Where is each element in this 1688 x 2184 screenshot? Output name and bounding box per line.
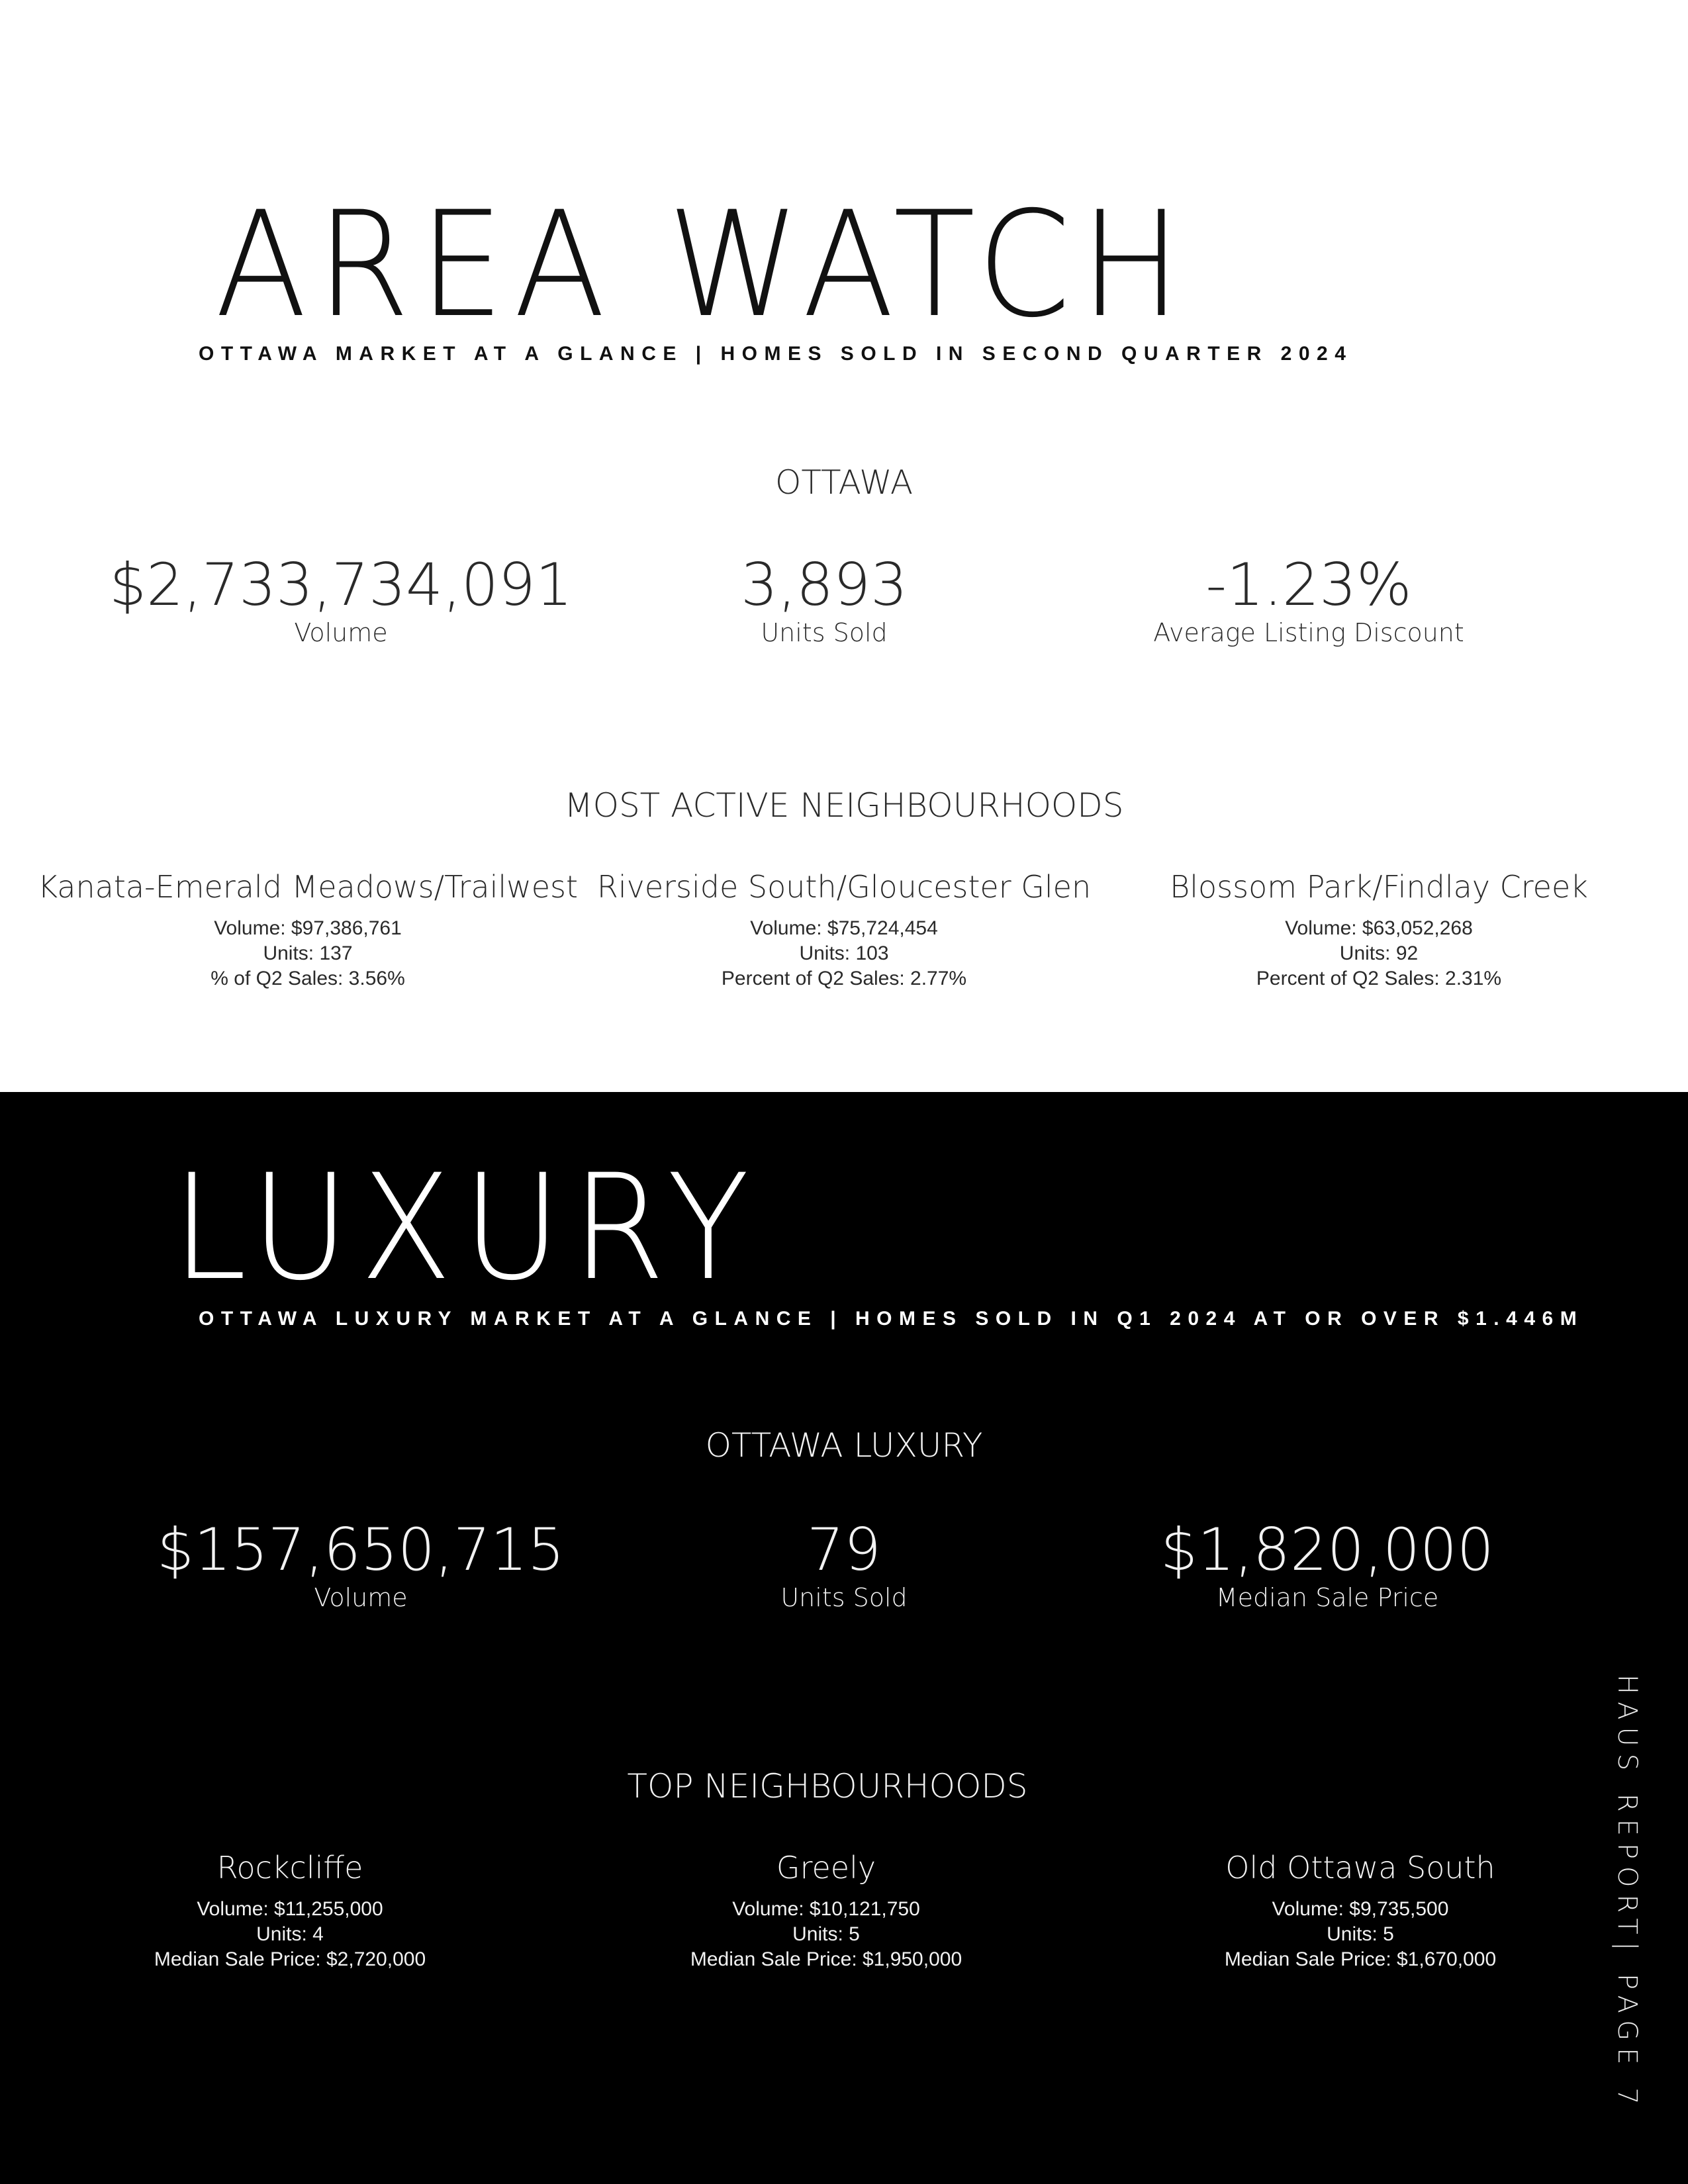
ottawa-luxury-region-heading: OTTAWA LUXURY (705, 1426, 983, 1465)
neighbourhood-volume: Volume: $97,386,761 (214, 917, 402, 939)
stat-value: $1,820,000 (1160, 1516, 1494, 1584)
ottawa-units-stat (559, 551, 1089, 647)
neighbourhood-units: Units: 92 (1339, 942, 1419, 964)
neighbourhood-name: Rockcliffe (216, 1850, 363, 1886)
top-neighbourhoods-heading: TOP NEIGHBOURHOODS (627, 1767, 1028, 1805)
neighbourhood-name: Old Ottawa South (1225, 1850, 1495, 1886)
neighbourhood-volume: Volume: $63,052,268 (1285, 917, 1473, 939)
page-footer-label: HAUS REPORT| PAGE 7 (1612, 1674, 1642, 2112)
stat-value: $2,733,734,091 (109, 551, 573, 619)
luxury-subtitle: OTTAWA LUXURY MARKET AT A GLANCE | HOMES SOLD IN Q1 2024 AT OR OVER $1.446M (199, 1308, 1584, 1330)
luxury-volume-stat (96, 1516, 626, 1612)
stat-value: 3,893 (741, 551, 908, 619)
most-active-neighbourhoods-heading: MOST ACTIVE NEIGHBOURHOODS (564, 786, 1124, 825)
neighbourhood-card (563, 870, 1125, 991)
ottawa-volume-stat (76, 551, 606, 647)
neighbourhood-name: Riverside South/Gloucester Glen (596, 869, 1092, 905)
stat-label: Units Sold (761, 618, 888, 647)
neighbourhood-card (545, 1851, 1107, 1972)
neighbourhood-volume: Volume: $10,121,750 (732, 1897, 920, 1920)
stat-label: Median Sale Price (1215, 1583, 1439, 1612)
neighbourhood-units: Units: 5 (1327, 1923, 1394, 1945)
neighbourhood-card (9, 1851, 571, 1972)
luxury-units-stat (579, 1516, 1109, 1612)
neighbourhood-share: Percent of Q2 Sales: 2.31% (1256, 967, 1502, 989)
neighbourhood-name: Greely (776, 1850, 876, 1886)
neighbourhood-volume: Volume: $75,724,454 (750, 917, 938, 939)
ottawa-discount-stat (1044, 551, 1573, 647)
neighbourhood-name: Blossom Park/Findlay Creek (1170, 869, 1588, 905)
neighbourhood-units: Units: 5 (792, 1923, 860, 1945)
neighbourhood-card (1079, 1851, 1642, 1972)
neighbourhood-median-price: Median Sale Price: $1,670,000 (1224, 1948, 1497, 1970)
stat-value: $157,650,715 (157, 1516, 565, 1584)
stat-label: Average Listing Discount (1153, 618, 1464, 647)
area-watch-title: AREA WATCH (215, 180, 1192, 349)
stat-label: Volume (314, 1583, 408, 1612)
neighbourhood-median-price: Median Sale Price: $2,720,000 (154, 1948, 426, 1970)
stat-value: 79 (807, 1516, 881, 1584)
stat-value: -1.23% (1205, 551, 1412, 619)
ottawa-region-heading: OTTAWA (774, 463, 914, 502)
stat-label: Volume (294, 618, 388, 647)
luxury-title: LUXURY (172, 1143, 761, 1312)
neighbourhood-volume: Volume: $9,735,500 (1272, 1897, 1449, 1920)
luxury-median-price-stat (1062, 1516, 1592, 1612)
neighbourhood-card (26, 870, 589, 991)
area-watch-subtitle: OTTAWA MARKET AT A GLANCE | HOMES SOLD IN SECOND QUARTER 2024 (199, 343, 1353, 365)
neighbourhood-card (1098, 870, 1660, 991)
neighbourhood-units: Units: 4 (256, 1923, 324, 1945)
neighbourhood-units: Units: 137 (263, 942, 353, 964)
neighbourhood-name: Kanata-Emerald Meadows/Trailwest (37, 869, 579, 905)
neighbourhood-volume: Volume: $11,255,000 (197, 1897, 383, 1920)
neighbourhood-share: % of Q2 Sales: 3.56% (211, 967, 405, 989)
neighbourhood-share: Percent of Q2 Sales: 2.77% (721, 967, 967, 989)
neighbourhood-median-price: Median Sale Price: $1,950,000 (690, 1948, 962, 1970)
neighbourhood-units: Units: 103 (799, 942, 889, 964)
stat-label: Units Sold (780, 1583, 908, 1612)
